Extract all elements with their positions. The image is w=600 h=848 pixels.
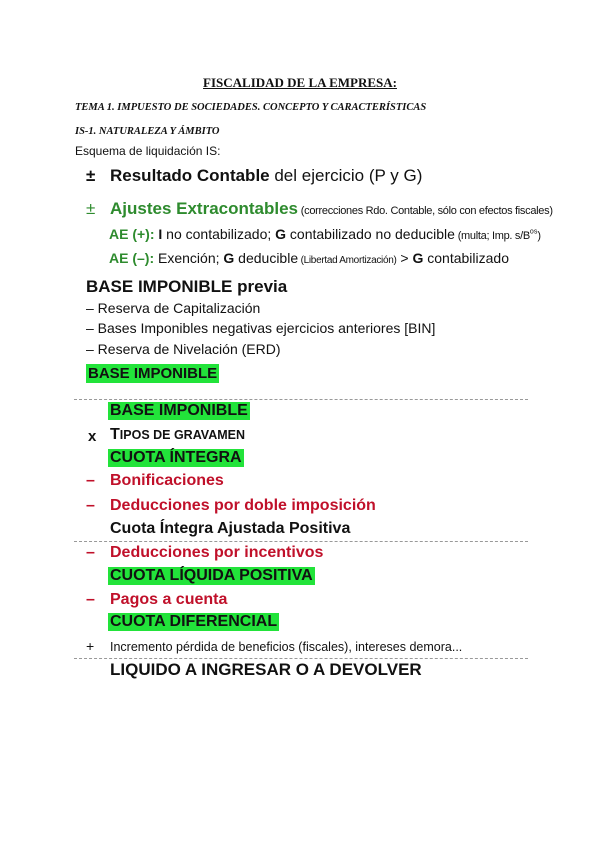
tipos-rest: IPOS DE GRAVAMEN [119, 428, 246, 442]
ae-plus-text2: contabilizado no deducible [286, 226, 455, 242]
divider [74, 541, 528, 542]
bases-imponibles-negativas: – Bases Imponibles negativas ejercicios anteriores [BIN] [86, 320, 436, 336]
base-imponible-previa: BASE IMPONIBLE previa [86, 277, 288, 296]
liquido-ingresar-devolver: LIQUIDO A INGRESAR O A DEVOLVER [110, 660, 422, 679]
plus-sign: + [86, 638, 95, 654]
divider [74, 399, 528, 400]
cuota-integra: CUOTA ÍNTEGRA [110, 449, 242, 466]
deducciones-doble-imposicion: Deducciones por doble imposición [110, 497, 376, 514]
minus-sign: – [86, 472, 95, 489]
section-heading: IS-1. NATURALEZA Y ÁMBITO [75, 126, 220, 137]
base-imponible-upper: BASE IMPONIBLE [88, 365, 218, 382]
tema-heading: TEMA 1. IMPUESTO DE SOCIEDADES. CONCEPTO Y CARACTERÍSTICAS [75, 102, 427, 113]
cuota-liquida-positiva: CUOTA LÍQUIDA POSITIVA [110, 567, 313, 584]
pagos-a-cuenta: Pagos a cuenta [110, 591, 228, 608]
reserva-capitalizacion: – Reserva de Capitalización [86, 300, 261, 316]
ae-plus-close: ) [537, 230, 541, 242]
ae-plus-note: (multa; Imp. s/B [454, 230, 530, 242]
plus-minus-sign: ± [86, 166, 96, 185]
ajustes-note: (correcciones Rdo. Contable, sólo con efectos fiscales) [298, 205, 553, 217]
resultado-contable-rest: del ejercicio (P y G) [269, 166, 423, 185]
cuota-integra-ajustada: Cuota Íntegra Ajustada Positiva [110, 520, 351, 537]
ae-minus-gt: > [396, 250, 413, 266]
ae-minus-label: AE (–): [109, 250, 155, 266]
ae-plus-sup: os [529, 228, 538, 236]
ae-minus-note: (Libertad Amortización) [298, 255, 397, 266]
minus-sign: – [86, 497, 95, 514]
resultado-contable-line [86, 166, 422, 186]
ae-minus-g2: G [412, 250, 424, 266]
base-imponible-lower: BASE IMPONIBLE [110, 402, 248, 419]
bonificaciones: Bonificaciones [110, 472, 224, 489]
document-title: FISCALIDAD DE LA EMPRESA: [203, 75, 397, 90]
incremento-perdida: Incremento pérdida de beneficios (fiscales), intereses demora... [110, 640, 463, 654]
ajustes-label: Ajustes Extracontables [110, 199, 299, 218]
ae-plus-line [109, 226, 541, 242]
ae-minus-text4: contabilizado [423, 250, 509, 266]
ae-plus-i: I [158, 226, 163, 242]
ae-plus-g: G [275, 226, 287, 242]
resultado-contable-label: Resultado Contable [110, 166, 270, 185]
reserva-nivelacion: – Reserva de Nivelación (ERD) [86, 341, 281, 357]
minus-sign: – [86, 544, 95, 561]
multiply-sign: x [88, 428, 97, 445]
ae-minus-g: G [223, 250, 235, 266]
ae-plus-label: AE (+): [109, 226, 155, 242]
cuota-diferencial: CUOTA DIFERENCIAL [110, 613, 278, 630]
ae-minus-text2: deducible [234, 250, 299, 266]
intro-text: Esquema de liquidación IS: [75, 144, 221, 158]
minus-sign: – [86, 591, 95, 608]
ae-minus-line [109, 250, 509, 266]
divider [74, 658, 528, 659]
ae-plus-text1: no contabilizado; [162, 226, 276, 242]
tipos-cap: T [110, 426, 120, 443]
plus-minus-sign: ± [86, 199, 96, 218]
tipos-gravamen [110, 426, 245, 444]
deducciones-incentivos: Deducciones por incentivos [110, 544, 324, 561]
ajustes-line [86, 199, 553, 219]
ae-minus-text1: Exención; [154, 250, 224, 266]
